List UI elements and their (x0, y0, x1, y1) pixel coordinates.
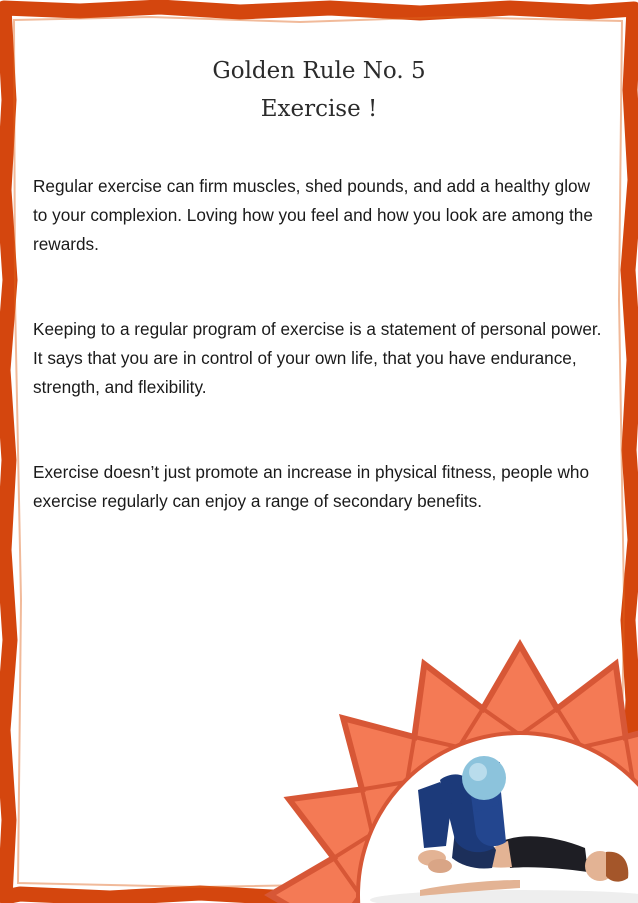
paragraph-1: Regular exercise can firm muscles, shed pounds, and add a healthy glow to your complexion. Loving how you feel and how you look are among the rewards. (33, 176, 593, 254)
title-line-topic: Exercise ! (260, 96, 378, 122)
paragraph-3: Exercise doesn’t just promote an increase in physical fitness, people who exercise regularly can enjoy a range of secondary benefits. (33, 462, 590, 511)
paragraph-2: Keeping to a regular program of exercise is a statement of personal power. It says that you are in control of your own life, that you have endurance, strength, and flexibility. (33, 319, 602, 397)
title-line-rule: Golden Rule No. 5 (212, 58, 426, 84)
